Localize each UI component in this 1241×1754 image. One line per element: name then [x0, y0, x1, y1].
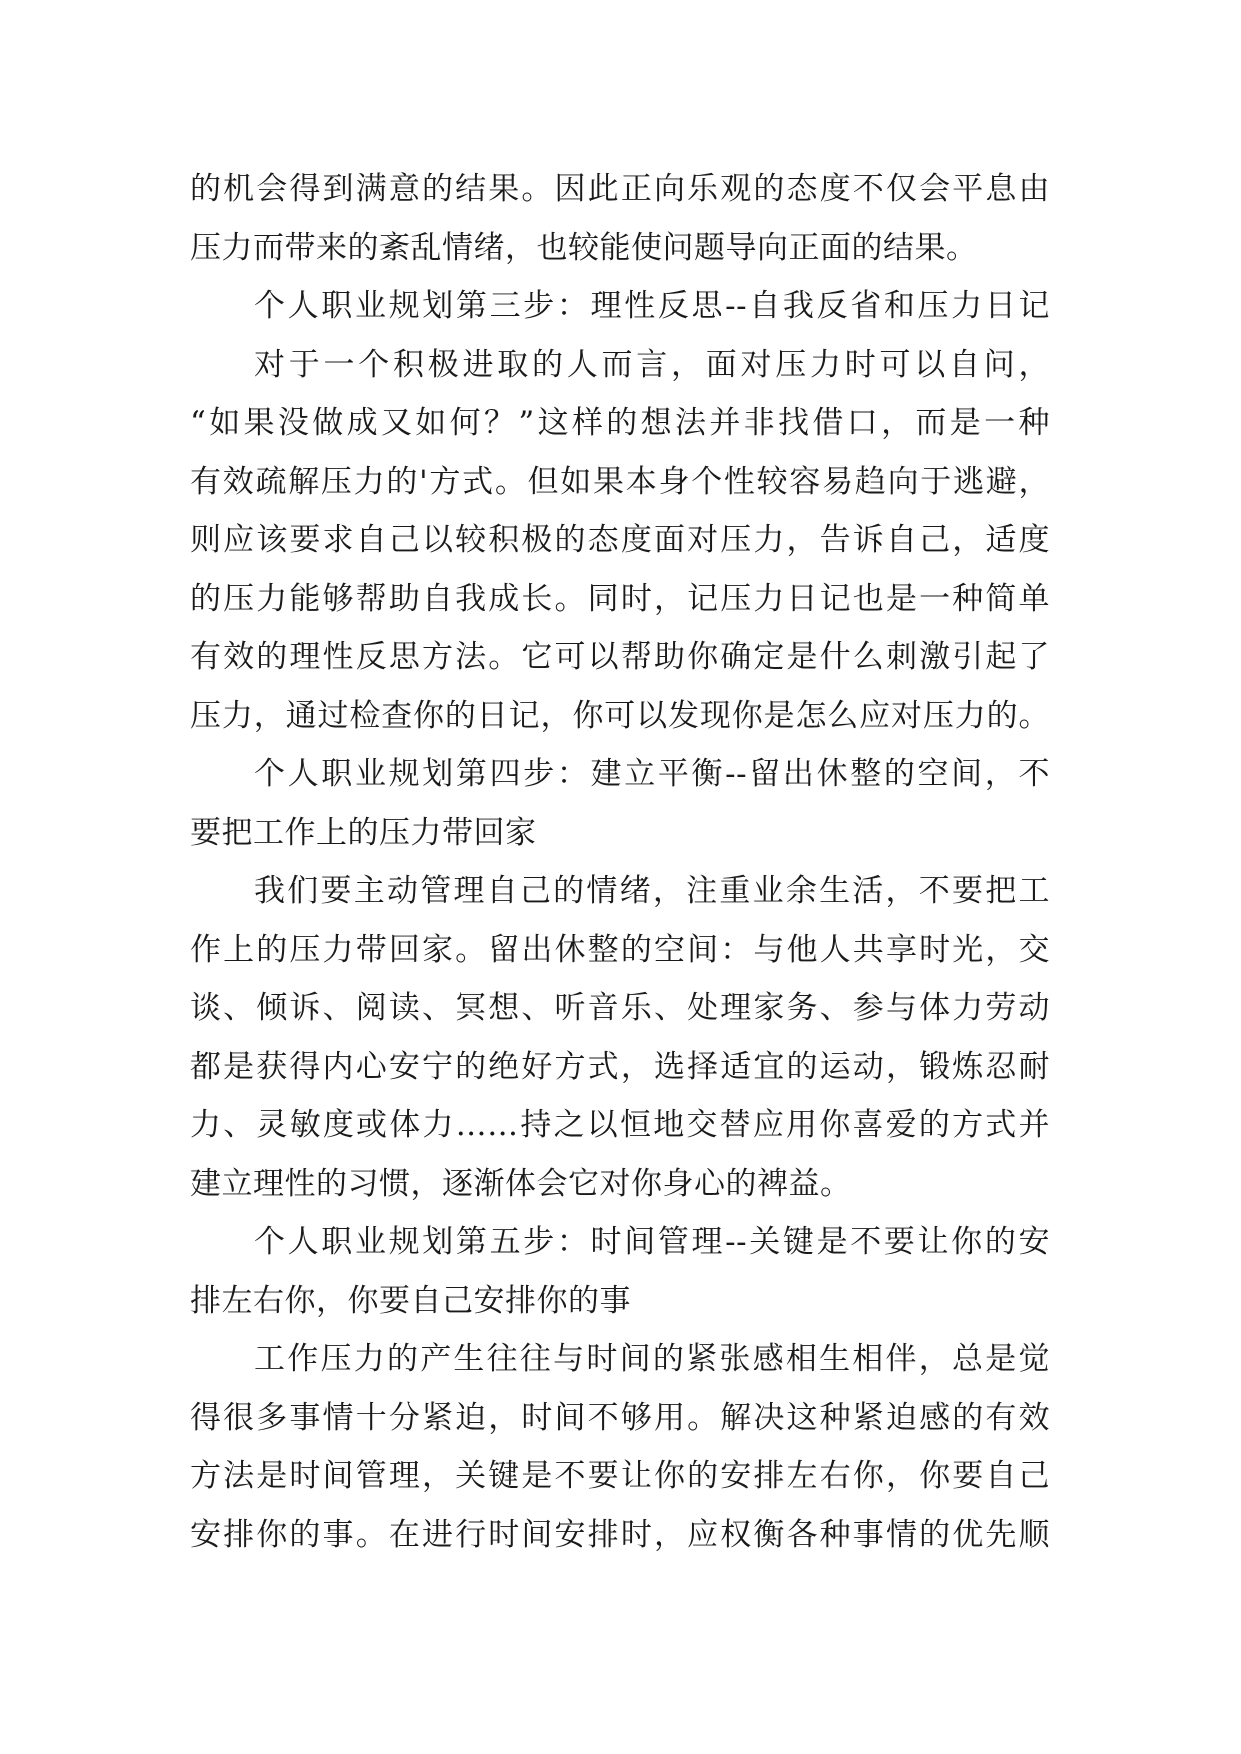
text-line: 建立理性的习惯，逐渐体会它对你身心的裨益。 — [190, 1165, 852, 1202]
text-line: 谈、倾诉、阅读、冥想、听音乐、处理家务、参与体力劳动 — [190, 990, 1050, 1026]
section-heading-step-5: 个人职业规划第五步：时间管理--关键是不要让你的安 — [254, 1224, 1050, 1260]
text-line: 对于一个积极进取的人而言，面对压力时可以自问， — [254, 346, 1050, 383]
text-line: 得很多事情十分紧迫，时间不够用。解决这种紧迫感的有效 — [190, 1399, 1050, 1436]
text-line: “如果没做成又如何？”这样的想法并非找借口，而是一种 — [190, 405, 1050, 441]
text-line: 作上的压力带回家。留出休整的空间：与他人共享时光，交 — [190, 931, 1050, 968]
section-heading-step-5-cont: 排左右你，你要自己安排你的事 — [190, 1282, 631, 1319]
section-heading-step-4: 个人职业规划第四步：建立平衡--留出休整的空间，不 — [254, 756, 1050, 792]
text-line: 的机会得到满意的结果。因此正向乐观的态度不仅会平息由 — [190, 171, 1050, 207]
text-line: 安排你的事。在进行时间安排时，应权衡各种事情的优先顺 — [190, 1516, 1050, 1553]
section-heading-step-4-cont: 要把工作上的压力带回家 — [190, 814, 537, 851]
text-line: 的压力能够帮助自我成长。同时，记压力日记也是一种简单 — [190, 580, 1050, 617]
text-line: 工作压力的产生往往与时间的紧张感相生相伴，总是觉 — [254, 1341, 1050, 1377]
text-line: 有效疏解压力的'方式。但如果本身个性较容易趋向于逃避， — [190, 463, 1050, 500]
text-line: 力、灵敏度或体力……持之以恒地交替应用你喜爱的方式并 — [190, 1107, 1050, 1143]
body-text — [190, 160, 1050, 1564]
text-line: 则应该要求自己以较积极的态度面对压力，告诉自己，适度 — [190, 522, 1050, 558]
text-line: 都是获得内心安宁的绝好方式，选择适宜的运动，锻炼忍耐 — [190, 1048, 1050, 1085]
text-line: 我们要主动管理自己的情绪，注重业余生活，不要把工 — [254, 873, 1050, 909]
text-line: 压力而带来的紊乱情绪，也较能使问题导向正面的结果。 — [190, 229, 978, 266]
section-heading-step-3: 个人职业规划第三步：理性反思--自我反省和压力日记 — [254, 288, 1050, 324]
text-line: 压力，通过检查你的日记，你可以发现你是怎么应对压力的。 — [190, 697, 1050, 734]
text-line: 方法是时间管理，关键是不要让你的安排左右你，你要自己 — [190, 1458, 1050, 1494]
text-line: 有效的理性反思方法。它可以帮助你确定是什么刺激引起了 — [190, 639, 1050, 675]
